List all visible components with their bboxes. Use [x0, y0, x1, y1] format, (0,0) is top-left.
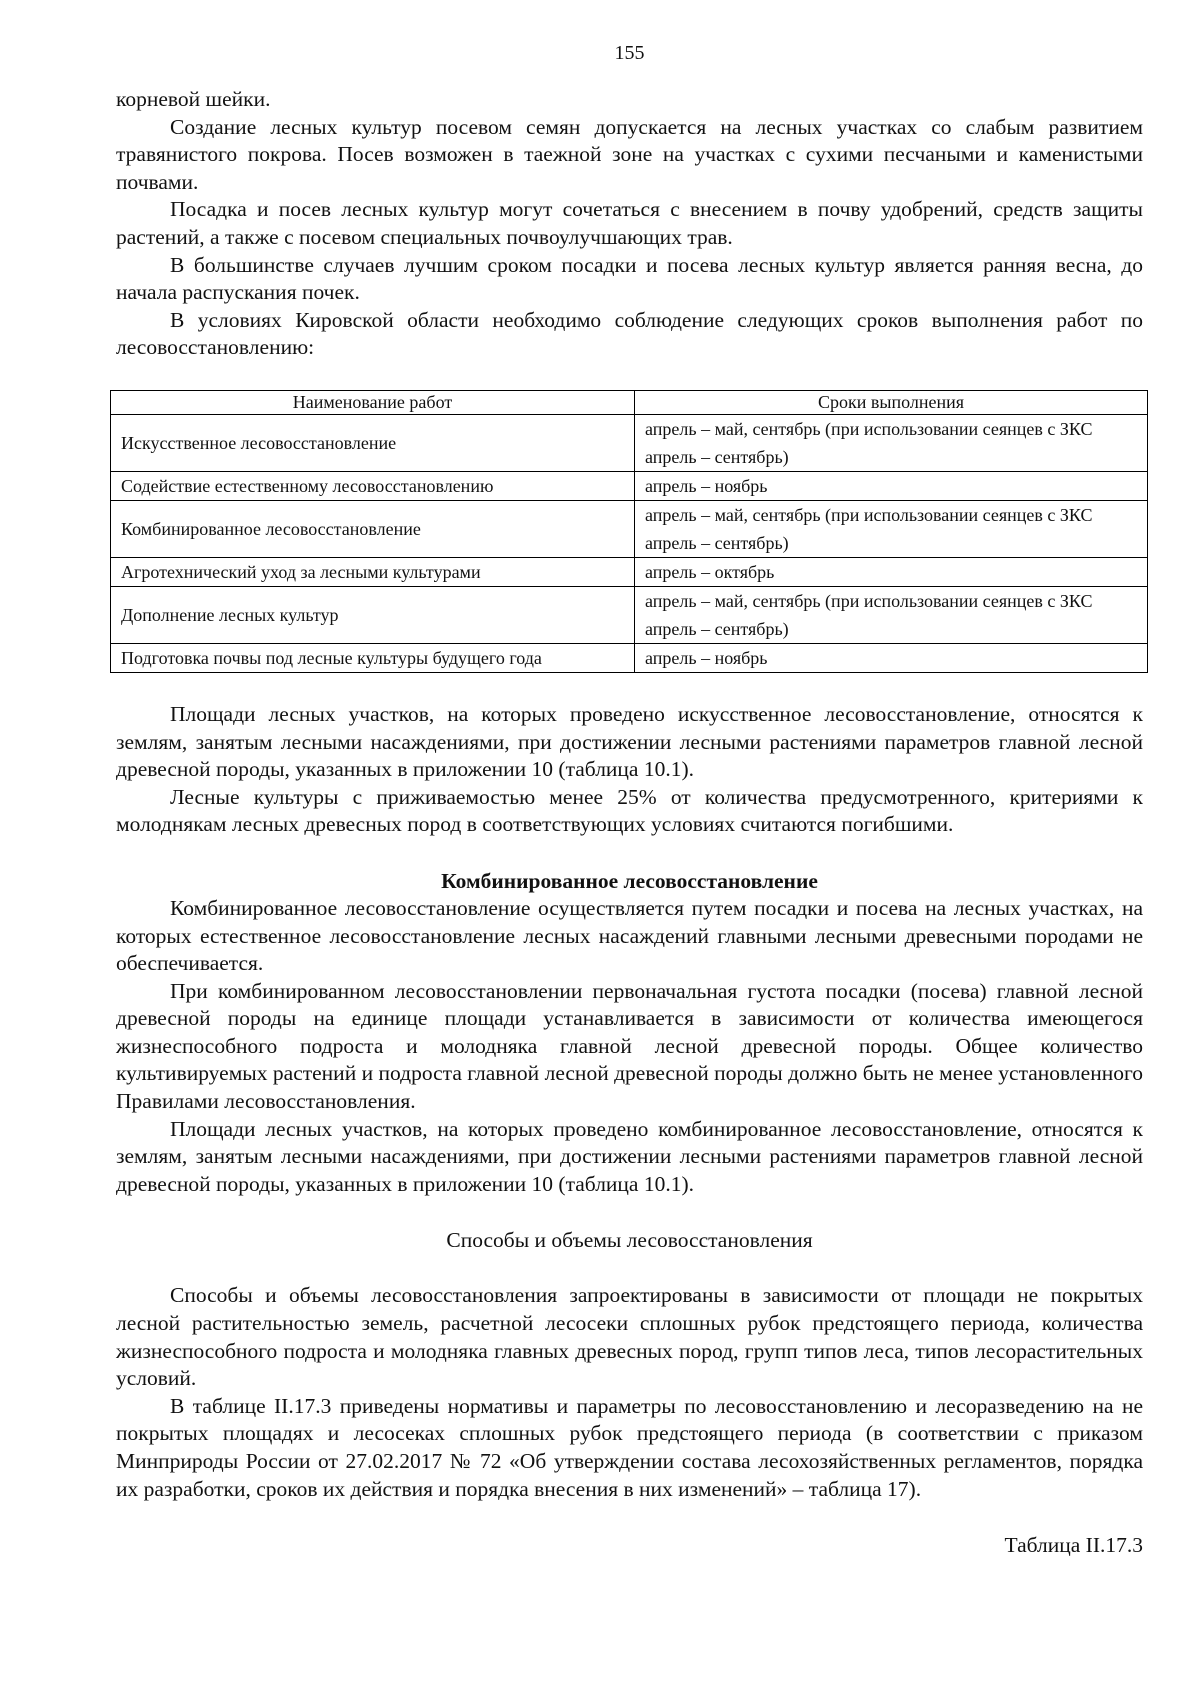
paragraph: Площади лесных участков, на которых проведено искусственное лесовосстановление, относятся к землям, занятым лесными насаждениями, при достижении лесными растениями параметров главной лесной древесной породы, указанных в приложении 10 (таблица 10.1). [116, 701, 1143, 782]
work-name-cell: Агротехнический уход за лесными культурами [111, 557, 635, 586]
table-row [111, 557, 1148, 586]
column-header-work-name: Наименование работ [111, 390, 635, 414]
work-name-cell: Комбинированное лесовосстановление [111, 500, 635, 557]
paragraph: Площади лесных участков, на которых проведено комбинированное лесовосстановление, относятся к землям, занятым лесными насаждениями, при достижении лесными растениями параметров главной лесной древесной породы, указанных в приложении 10 (таблица 10.1). [116, 1116, 1143, 1196]
table-row [111, 586, 1148, 643]
deadline-cell: апрель – май, сентябрь (при использовании сеянцев с ЗКС апрель – сентябрь) [635, 500, 1148, 557]
deadline-cell: апрель – май, сентябрь (при использовании сеянцев с ЗКС апрель – сентябрь) [635, 414, 1148, 471]
paragraph: В большинстве случаев лучшим сроком посадки и посева лесных культур является ранняя весна, до начала распускания почек. [116, 252, 1143, 305]
work-name-cell: Искусственное лесовосстановление [111, 414, 635, 471]
table-row [111, 471, 1148, 500]
paragraph: В таблице II.17.3 приведены нормативы и параметры по лесовосстановлению и лесоразведению на не покрытых площадях и лесосеках сплошных рубок предстоящего периода (в соответствии с приказом Минприроды России от 27.02.2017 № 72 «Об утверждении состава лесохозяйственных регламентов, порядка их разработки, сроков их действия и порядка внесения в них изменений» – таблица 17). [116, 1393, 1143, 1501]
paragraph: Посадка и посев лесных культур могут сочетаться с внесением в почву удобрений, средств защиты растений, а также с посевом специальных почвоулучшающих трав. [116, 197, 1143, 249]
table-row [111, 500, 1148, 557]
paragraph: При комбинированном лесовосстановлении первоначальная густота посадки (посева) главной лесной древесной породы на единице площади устанавливается в зависимости от количества имеющегося жизнеспособного подроста и молодняка главной лесной древесной породы. Общее количество культивируемых растений и подроста главной лесной древесной породы должно быть не менее установленного Правилами лесовосстановления. [116, 978, 1143, 1114]
paragraph: Лесные культуры с приживаемостью менее 25% от количества предусмотренного, критериями к молоднякам лесных древесных пород в соответствующих условиях считаются погибшими. [116, 784, 1143, 837]
deadline-cell: апрель – ноябрь [635, 643, 1148, 672]
section-heading-combined-reforestation: Комбинированное лесовосстановление [441, 868, 818, 893]
paragraph: Комбинированное лесовосстановление осуществляется путем посадки и посева на лесных участках, на которых естественное лесовосстановление лесных насаждений главными лесными древесными породами не обеспечивается. [116, 895, 1143, 976]
table-header-row [111, 390, 1148, 414]
work-name-cell: Дополнение лесных культур [111, 586, 635, 643]
table-caption: Таблица II.17.3 [1004, 1533, 1143, 1558]
section-heading-methods-volumes: Способы и объемы лесовосстановления [446, 1228, 813, 1253]
paragraph: Способы и объемы лесовосстановления запроектированы в зависимости от площади не покрытых лесной растительностью земель, расчетной лесосеки сплошных рубок предстоящего периода, количества жизнеспособного подроста и молодняка главных древесных пород, групп типов леса, типов лесорастительных условий. [116, 1283, 1143, 1391]
document-page [116, 40, 1143, 1559]
table-row [111, 643, 1148, 672]
table-row [111, 414, 1148, 471]
works-schedule-table [110, 390, 1148, 673]
deadline-cell: апрель – май, сентябрь (при использовании сеянцев с ЗКС апрель – сентябрь) [635, 586, 1148, 643]
paragraph: корневой шейки. [116, 87, 271, 111]
work-name-cell: Подготовка почвы под лесные культуры будущего года [111, 643, 635, 672]
work-name-cell: Содействие естественному лесовосстановлению [111, 471, 635, 500]
column-header-deadlines: Сроки выполнения [635, 390, 1148, 414]
paragraph: В условиях Кировской области необходимо соблюдение следующих сроков выполнения работ по лесовосстановлению: [116, 307, 1143, 360]
paragraph: Создание лесных культур посевом семян допускается на лесных участках со слабым развитием травянистого покрова. Посев возможен в таежной зоне на участках с сухими песчаными и каменистыми почвами. [116, 114, 1143, 194]
deadline-cell: апрель – октябрь [635, 557, 1148, 586]
page-number: 155 [614, 42, 645, 64]
deadline-cell: апрель – ноябрь [635, 471, 1148, 500]
